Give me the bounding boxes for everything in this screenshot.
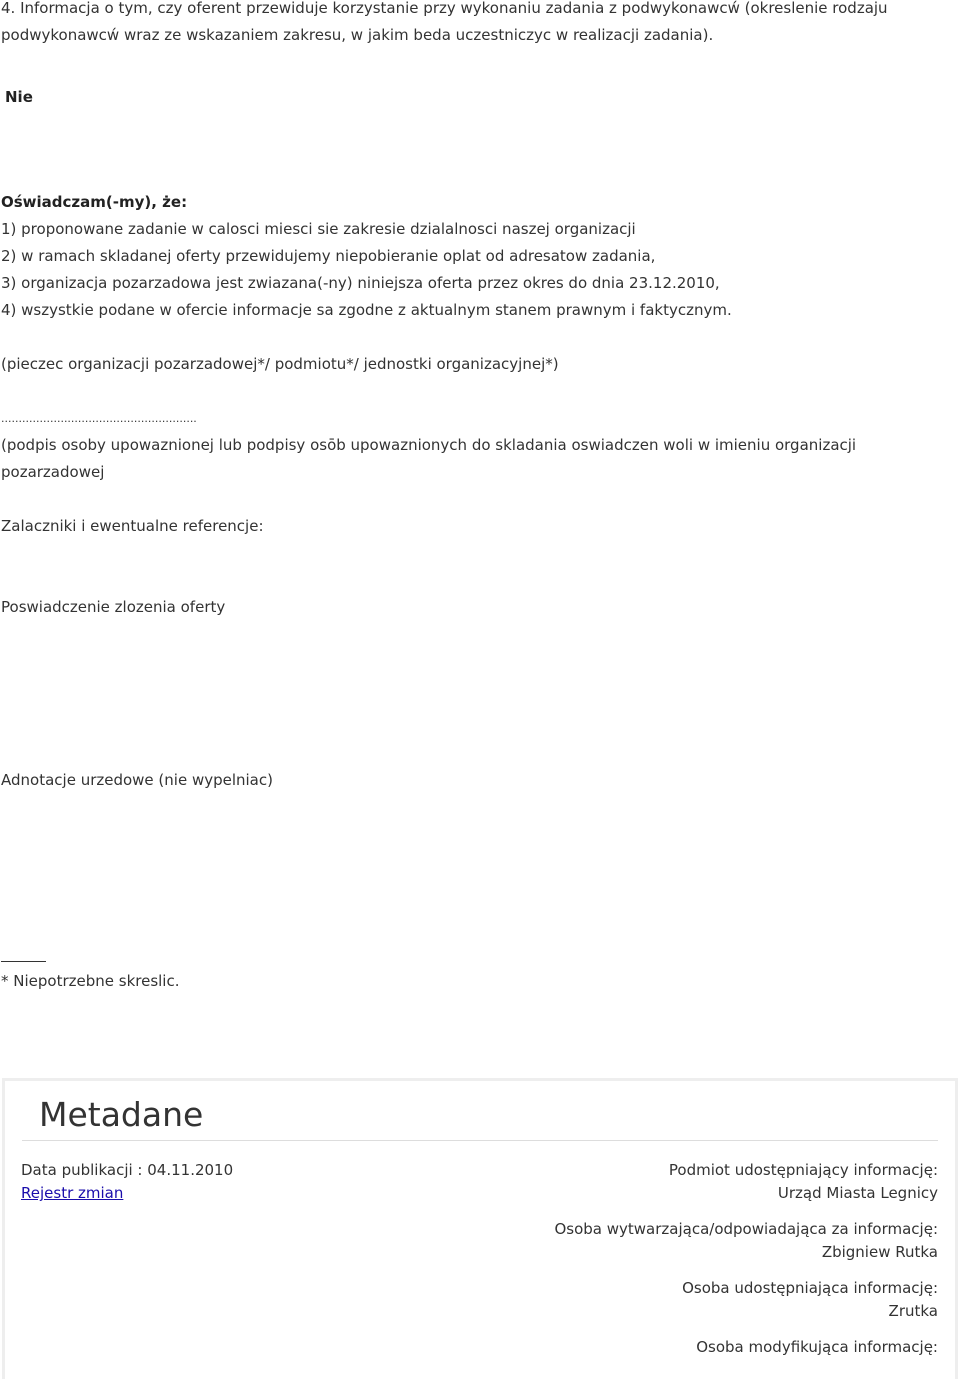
publication-date: Data publikacji : 04.11.2010 [21,1161,234,1179]
intro-question-line-1: 4. Informacja o tym, czy oferent przewiduje korzystanie przy wykonaniu zadania z podwykonawcẃ (okreslenie rodzaju [1,0,888,17]
intro-question-line-2: podwykonawcẃ wraz ze wskazaniem zakresu, w jakim beda uczestniczyc w realizacji zadania). [1,26,714,44]
metadata-entry-label: Osoba wytwarzająca/odpowiadająca za informację: [554,1220,938,1238]
metadata-entry [554,1277,938,1323]
declaration-heading: Oświadczam(-my), że: [1,193,188,211]
change-log-link[interactable]: Rejestr zmian [21,1184,124,1202]
metadata-entry-label: Podmiot udostępniający informację: [668,1161,938,1179]
official-annotations-label: Adnotacje urzedowe (nie wypelniac) [1,771,273,789]
metadata-entry-value: Urząd Miasta Legnicy [777,1184,938,1202]
metadata-title: Metadane [39,1095,204,1134]
signature-dotted-line: ........................................................ [1,412,197,425]
footnote-divider [1,961,46,962]
confirmation-label: Poswiadczenie zlozenia oferty [1,598,226,616]
metadata-entry [554,1218,938,1264]
declaration-item-1: 1) proponowane zadanie w calosci miesci sie zakresie dzialalnosci naszej organizacji [1,220,636,238]
metadata-entry-label: Osoba modyfikująca informację: [696,1338,938,1356]
metadata-entry-label: Osoba udostępniająca informację: [682,1279,938,1297]
metadata-entry-value: Zbigniew Rutka [821,1243,938,1261]
attachments-label: Zalaczniki i ewentualne referencje: [1,517,264,535]
declaration-item-2: 2) w ramach skladanej oferty przewidujemy niepobieranie oplat od adresatow zadania, [1,247,656,265]
stamp-caption: (pieczec organizacji pozarzadowej*/ podmiotu*/ jednostki organizacyjnej*) [1,355,559,373]
intro-answer: Nie [5,88,33,106]
metadata-panel [2,1078,958,1379]
metadata-right-column [554,1159,938,1372]
metadata-divider [22,1140,938,1141]
declaration-item-3: 3) organizacja pozarzadowa jest zwiazana(-ny) niniejsza oferta przez okres do dnia 23.12.2010, [1,274,720,292]
metadata-entry [554,1159,938,1205]
signature-caption-line-1: (podpis osoby upowaznionej lub podpisy osōb upowaznionych do skladania oswiadczen woli w imieniu organizacji [1,436,857,454]
metadata-left-column [21,1159,233,1205]
declaration-item-4: 4) wszystkie podane w ofercie informacje sa zgodne z aktualnym stanem prawnym i faktycznym. [1,301,732,319]
signature-caption-line-2: pozarzadowej [1,463,105,481]
metadata-entry [554,1336,938,1359]
metadata-entry-value: Zrutka [888,1302,938,1320]
footnote: * Niepotrzebne skreslic. [1,972,180,990]
